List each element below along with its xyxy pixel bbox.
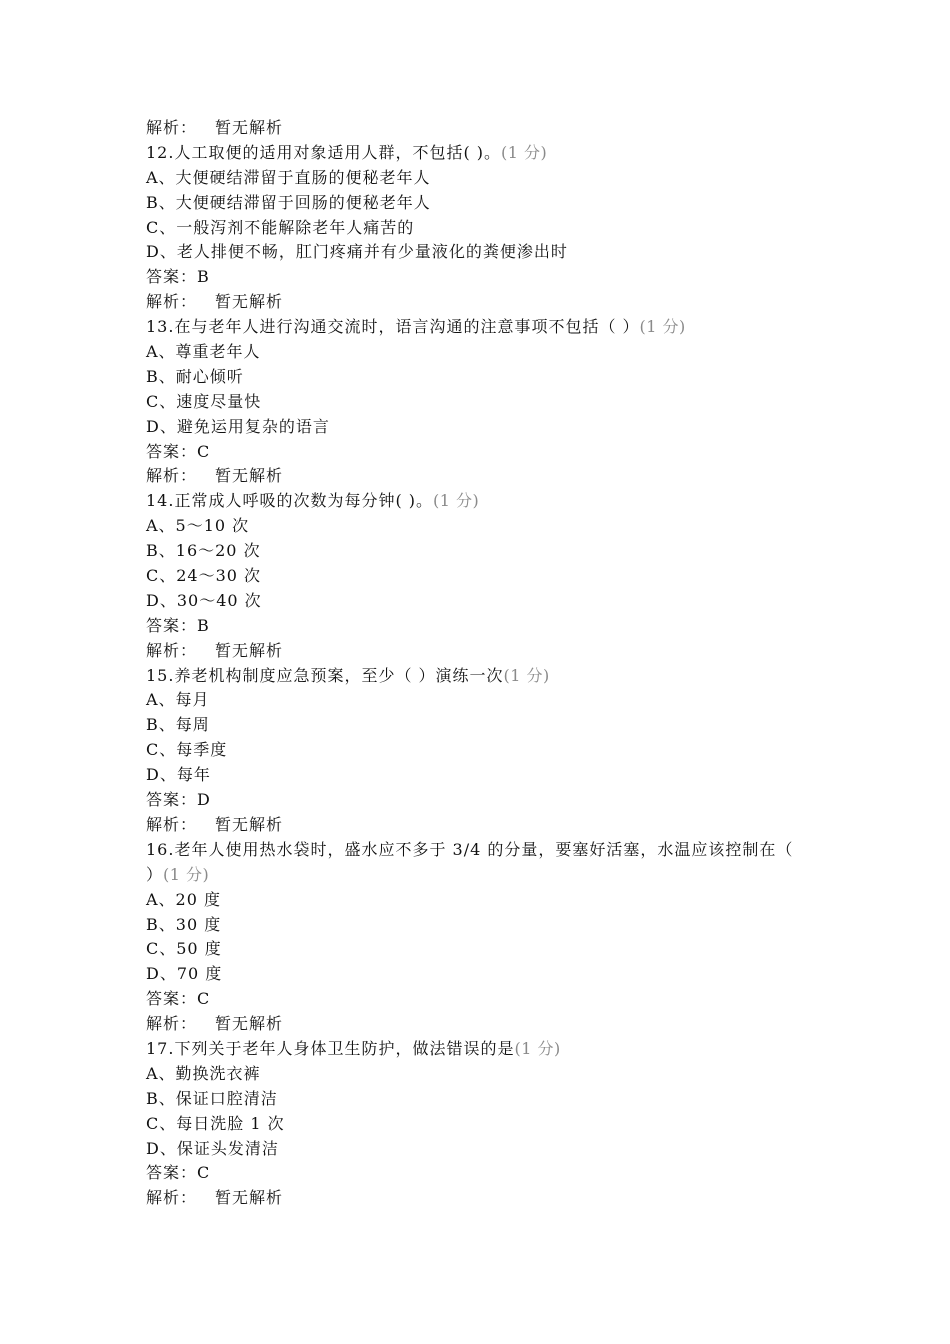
answer-value: B	[197, 615, 210, 635]
answer-line	[146, 1161, 826, 1186]
answer-line	[146, 788, 826, 813]
answer-label: 答案：	[146, 615, 198, 635]
question-text: 16.老年人使用热水袋时，盛水应不多于 3/4 的分量，要塞好活塞，水温应该控制在（ ）	[146, 839, 794, 884]
question-stem	[146, 315, 826, 340]
analysis-label: 解析：	[146, 292, 198, 312]
option-b: B、30 度	[146, 914, 222, 934]
analysis-label: 解析：	[146, 814, 198, 834]
question-stem	[146, 664, 826, 689]
answer-line	[146, 440, 826, 465]
answer-line	[146, 614, 826, 639]
analysis-text: 暂无解析	[215, 1014, 284, 1034]
answer-label: 答案：	[146, 267, 198, 287]
option-a: A、勤换洗衣裤	[146, 1063, 261, 1083]
document-page	[146, 116, 826, 1211]
analysis-label: 解析：	[146, 466, 198, 486]
analysis-line	[146, 290, 826, 315]
option-c: C、每日洗脸 1 次	[146, 1113, 285, 1133]
option-d: D、每年	[146, 765, 211, 785]
analysis-text: 暂无解析	[215, 814, 284, 834]
analysis-line	[146, 116, 826, 141]
analysis-label: 解析：	[146, 1188, 198, 1208]
option-d: D、30～40 次	[146, 590, 262, 610]
option-a: A、尊重老年人	[146, 342, 261, 362]
answer-value: C	[197, 1163, 211, 1183]
question-block	[146, 664, 826, 838]
answer-value: C	[197, 441, 211, 461]
question-text: 15.养老机构制度应急预案，至少（ ）演练一次	[146, 665, 504, 685]
option-b: B、每周	[146, 715, 210, 735]
option-b: B、耐心倾听	[146, 366, 244, 386]
analysis-line	[146, 1186, 826, 1211]
option-b: B、16～20 次	[146, 541, 261, 561]
option-d: D、保证头发清洁	[146, 1138, 279, 1158]
option-d: D、避免运用复杂的语言	[146, 416, 330, 436]
answer-value: D	[197, 790, 211, 810]
question-score: (1 分)	[163, 864, 210, 884]
answer-value: B	[197, 267, 210, 287]
question-stem	[146, 489, 826, 514]
question-score: (1 分)	[639, 317, 686, 337]
analysis-text: 暂无解析	[215, 292, 284, 312]
question-text: 17.下列关于老年人身体卫生防护，做法错误的是	[146, 1038, 515, 1058]
question-text: 12.人工取便的适用对象适用人群，不包括( )。	[146, 142, 502, 162]
question-text: 13.在与老年人进行沟通交流时，语言沟通的注意事项不包括（ ）	[146, 317, 640, 337]
question-score: (1 分)	[501, 142, 548, 162]
question-stem	[146, 141, 826, 166]
question-stem	[146, 838, 808, 888]
option-a: A、每月	[146, 690, 210, 710]
option-c: C、每季度	[146, 740, 228, 760]
question-text: 14.正常成人呼吸的次数为每分钟( )。	[146, 491, 434, 511]
option-b: B、大便硬结滞留于回肠的便秘老年人	[146, 192, 431, 212]
option-c: C、50 度	[146, 939, 222, 959]
question-block	[146, 141, 826, 315]
option-d: D、老人排便不畅，肛门疼痛并有少量液化的粪便渗出时	[146, 242, 568, 262]
option-c: C、24～30 次	[146, 566, 262, 586]
question-block	[146, 1037, 826, 1211]
analysis-text: 暂无解析	[215, 118, 284, 137]
analysis-text: 暂无解析	[215, 1188, 284, 1208]
analysis-text: 暂无解析	[215, 640, 284, 660]
analysis-label: 解析：	[146, 640, 198, 660]
question-score: (1 分)	[503, 665, 550, 685]
question-block	[146, 315, 826, 489]
analysis-line	[146, 813, 826, 838]
question-score: (1 分)	[433, 491, 480, 511]
analysis-line	[146, 464, 826, 489]
option-c: C、速度尽量快	[146, 391, 262, 411]
question-block	[146, 838, 826, 1037]
answer-line	[146, 265, 826, 290]
question-block	[146, 489, 826, 663]
option-a: A、5～10 次	[146, 516, 250, 536]
option-a: A、大便硬结滞留于直肠的便秘老年人	[146, 167, 431, 187]
question-stem	[146, 1037, 826, 1062]
answer-line	[146, 987, 826, 1012]
answer-label: 答案：	[146, 441, 198, 461]
analysis-label: 解析：	[146, 118, 198, 137]
answer-label: 答案：	[146, 790, 198, 810]
analysis-label: 解析：	[146, 1014, 198, 1034]
option-c: C、一般泻剂不能解除老年人痛苦的	[146, 217, 415, 237]
answer-value: C	[197, 989, 211, 1009]
analysis-text: 暂无解析	[215, 466, 284, 486]
option-a: A、20 度	[146, 889, 222, 909]
option-b: B、保证口腔清洁	[146, 1088, 278, 1108]
answer-label: 答案：	[146, 1163, 198, 1183]
option-d: D、70 度	[146, 964, 223, 984]
question-score: (1 分)	[514, 1038, 561, 1058]
answer-label: 答案：	[146, 989, 198, 1009]
analysis-line	[146, 1012, 826, 1037]
analysis-line	[146, 639, 826, 664]
